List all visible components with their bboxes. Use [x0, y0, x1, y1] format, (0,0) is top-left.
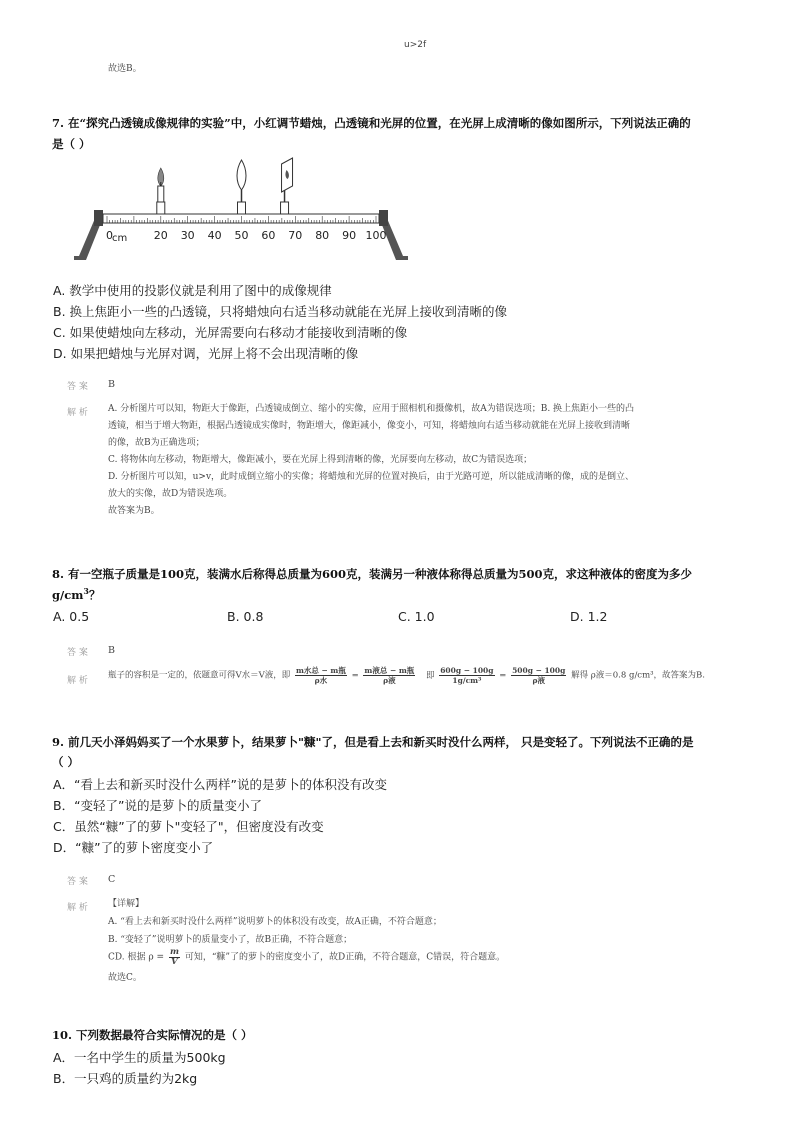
convex-lens — [237, 160, 246, 214]
ruler-label: 70 — [288, 229, 303, 242]
q8-f2-num: m液总 − m瓶 — [364, 666, 415, 675]
candle-holder — [157, 202, 165, 214]
q8-fraction-values2 — [511, 666, 566, 685]
q8-unit: g/cm — [52, 587, 84, 602]
q9-exp-cd-post: 可知，“糠”了的萝卜的密度变小了，故D正确，不符合题意，C错误，符合题意。 — [184, 952, 506, 963]
candle — [157, 168, 165, 214]
q8-exp-part3: 解得 ρ液＝0.8 g/cm³，故答案为B. — [571, 670, 705, 681]
q9-stem-line2: （ ） — [52, 755, 80, 769]
q10-option-a[interactable]: A．一名中学生的质量为500kg — [53, 1050, 226, 1065]
q8-f4-den: ρ液 — [532, 676, 545, 685]
q7-stem-line2: 是（ ） — [52, 137, 91, 151]
ruler-unit: cm — [112, 233, 128, 244]
ruler-label: 60 — [261, 229, 276, 242]
screen-holder — [281, 202, 289, 214]
q8-f1-num: m水总 − m瓶 — [295, 666, 346, 675]
candle-body — [158, 186, 164, 202]
q8-stem-end: ？ — [89, 587, 101, 602]
ruler-labels — [106, 229, 387, 242]
q7-exp-line: A. 分析图片可以知，物距大于像距，凸透镜成倒立、缩小的实像，应用于照相机和摄像机，故A为错误选项；B. 换上焦距小一些的凸 — [108, 404, 635, 414]
q9-stem-line1: 9. 前几天小泽妈妈买了一个水果萝卜，结果萝卜"糠"了，但是看上去和新买时没什么两样， 只是变轻了。下列说法不正确的是 — [52, 735, 694, 749]
q8-f3-num: 600g − 100g — [440, 666, 494, 675]
lens-holder — [238, 202, 246, 214]
q8-f4-num: 500g − 100g — [512, 666, 566, 675]
left-end-post — [94, 210, 103, 226]
q7-explain-label: 解 析 — [67, 408, 88, 418]
q8-fraction-liquid — [363, 666, 415, 685]
q9-frac-num: m — [169, 947, 179, 957]
ruler-label: 0 — [106, 229, 113, 242]
q7-exp-line: 的像，故B为正确选项； — [108, 438, 205, 448]
ruler-label: 80 — [315, 229, 330, 242]
ruler-label: 90 — [342, 229, 357, 242]
q7-explanation — [108, 401, 634, 520]
q8-answer-value: B — [108, 645, 115, 656]
q7-exp-line: C. 将物体向左移动，物距增大，像距减小，要在光屏上得到清晰的像，光屏要向左移动，故C为错误选项； — [108, 455, 533, 465]
q9-exp-a: A. “看上去和新买时没什么两样”说明萝卜的体积没有改变，故A正确，不符合题意； — [108, 917, 442, 927]
q9-conclusion: 故选C。 — [108, 973, 142, 983]
q7-exp-line: 透镜，相当于增大物距，根据凸透镜成实像时，物距增大，像距减小，像变小，可知，将蜡烛向右适当移动就能在光屏上接收到清晰 — [108, 421, 631, 431]
q9-explain-label: 解 析 — [67, 903, 88, 913]
optical-bench-figure — [74, 156, 410, 264]
q9-answer-value: C — [108, 874, 116, 885]
q8-stem-line1: 8. 有一空瓶子质量是100克，装满水后称得总质量为600克，装满另一种液体称得总质量为500克，求这种液体的密度为多少 — [52, 567, 693, 581]
q8-f1-den: ρ水 — [314, 676, 328, 685]
q8-stem-line2 — [52, 586, 101, 603]
lens-shape — [237, 160, 246, 190]
ruler-label: 50 — [234, 229, 249, 242]
q8-unit-sup: 3 — [83, 586, 89, 596]
q8-equals: = — [351, 670, 359, 681]
q8-exp-part2: 即 — [426, 670, 435, 681]
q9-answer-label: 答 案 — [67, 877, 88, 887]
q8-fraction-water — [295, 666, 347, 685]
ruler-label: 30 — [180, 229, 195, 242]
q8-explanation — [108, 666, 705, 685]
q9-option-d[interactable]: D．“糠”了的萝卜密度变小了 — [53, 840, 214, 855]
q8-exp-part1: 瓶子的容积是一定的，依题意可得V水＝V液，即 — [108, 670, 291, 681]
q9-option-b[interactable]: B．“变轻了”说的是萝卜的质量变小了 — [53, 798, 263, 813]
q8-option-b[interactable]: B. 0.8 — [227, 609, 264, 624]
q7-exp-line: 放大的实像，故D为错误选项。 — [108, 489, 233, 499]
q7-stem-line1: 7. 在“探究凸透镜成像规律的实验”中，小红调节蜡烛，凸透镜和光屏的位置，在光屏上成清晰的像如图所示，下列说法正确的 — [52, 116, 691, 130]
right-end-post — [379, 210, 388, 226]
q7-option-b[interactable]: B. 换上焦距小一些的凸透镜，只将蜡烛向右适当移动就能在光屏上接收到清晰的像 — [53, 304, 508, 319]
q8-explain-label: 解 析 — [67, 676, 88, 686]
light-screen — [281, 158, 293, 214]
q7-exp-line: D. 分析图片可以知，u>v，此时成倒立缩小的实像；将蜡烛和光屏的位置对换后，由于光路可逆，所以能成清晰的像，成的是倒立、 — [108, 472, 635, 482]
q10-option-b[interactable]: B．一只鸡的质量约为2kg — [53, 1071, 198, 1086]
formula-u-gt-2f: u>2f — [404, 40, 427, 50]
ruler-label: 20 — [153, 229, 168, 242]
q9-exp-b: B. “变轻了”说明萝卜的质量变小了，故B正确，不符合题意； — [108, 935, 353, 945]
q9-option-a[interactable]: A．“看上去和新买时没什么两样”说的是萝卜的体积没有改变 — [53, 777, 388, 792]
q9-frac-den: V — [171, 957, 178, 967]
q8-option-c[interactable]: C. 1.0 — [398, 609, 435, 624]
q7-answer-label: 答 案 — [67, 382, 88, 392]
q7-option-d[interactable]: D. 如果把蜡烛与光屏对调，光屏上将不会出现清晰的像 — [53, 346, 359, 361]
q9-exp-cd-pre: CD. 根据 ρ = — [108, 952, 165, 963]
q8-option-a[interactable]: A. 0.5 — [53, 609, 90, 624]
q10-stem: 10. 下列数据最符合实际情况的是（ ） — [52, 1028, 253, 1042]
optical-bench-svg — [74, 156, 410, 264]
q7-answer-value: B — [108, 379, 115, 390]
q9-density-fraction — [169, 948, 180, 967]
q8-f2-den: ρ液 — [383, 676, 396, 685]
q8-f3-den: 1g/cm³ — [452, 676, 482, 685]
q8-equals-2: = — [499, 670, 507, 681]
q8-answer-label: 答 案 — [67, 648, 88, 658]
q8-option-d[interactable]: D. 1.2 — [570, 609, 608, 624]
previous-conclusion: 故选B。 — [108, 64, 142, 74]
q9-option-c[interactable]: C．虽然“糠”了的萝卜"变轻了"，但密度没有改变 — [53, 819, 324, 834]
q9-detail-heading: 【详解】 — [108, 899, 145, 909]
ruler-label: 40 — [207, 229, 222, 242]
q7-option-a[interactable]: A. 教学中使用的投影仪就是利用了图中的成像规律 — [53, 283, 332, 298]
q9-exp-cd — [108, 948, 505, 967]
q8-fraction-values1 — [439, 666, 494, 685]
ruler-label: 100 — [365, 229, 387, 242]
q7-option-c[interactable]: C. 如果使蜡烛向左移动，光屏需要向右移动才能接收到清晰的像 — [53, 325, 408, 340]
q7-exp-line: 故答案为B。 — [108, 506, 160, 516]
